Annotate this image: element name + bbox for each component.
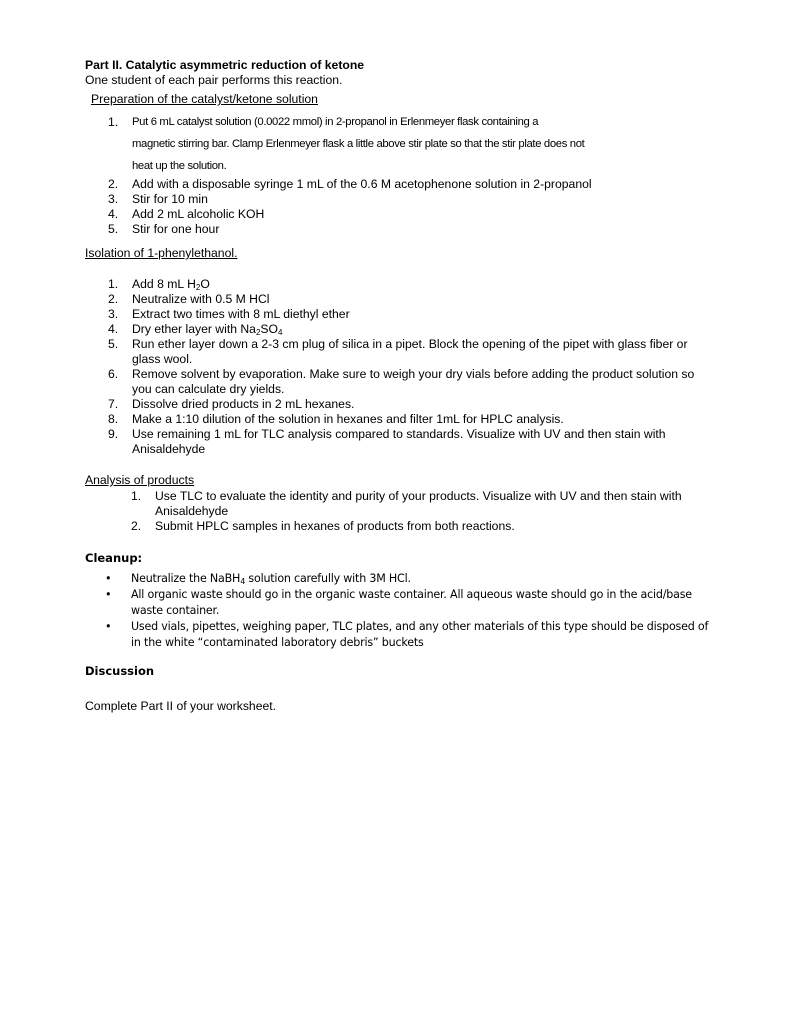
section-title: Part II. Catalytic asymmetric reduction of ketone: [85, 58, 365, 72]
cleanup-heading: Cleanup:: [85, 551, 143, 565]
list-item: 4. Add 2 mL alcoholic KOH: [108, 207, 265, 221]
list-item: 5. Stir for one hour: [108, 222, 220, 236]
discussion-heading: Discussion: [85, 664, 155, 678]
list-item: 4. Dry ether layer with $Na_2SO_4$: [108, 322, 283, 337]
isolation-list: [108, 277, 710, 457]
list-item: • Used vials, pipettes, weighing paper, TLC plates, and any other materials of this type should be disposed of in the white “contaminated laboratory debris” buckets: [105, 620, 709, 649]
list-item: 1. Add 8 mL $H_2O$: [108, 277, 210, 292]
list-item: • All organic waste should go in the organic waste container. All aqueous waste should go in the acid/base waste container.: [105, 588, 692, 617]
list-item: 8. Make a 1:10 dilution of the solution in hexanes and filter 1mL for HPLC analysis.: [108, 412, 564, 426]
list-item: • Neutralize the NaBH$_4$ solution carefully with 3M HCl.: [105, 572, 411, 586]
step-text-cont: magnetic stirring bar. Clamp Erlenmeyer flask a little above stir plate so that the stir plate does not: [132, 138, 585, 150]
list-item: 2. Add with a disposable syringe 1 mL of the 0.6 M acetophenone solution in 2-propanol: [108, 177, 592, 191]
list-item: 2. Neutralize with 0.5 M HCl: [108, 292, 270, 306]
discussion-text: Complete Part II of your worksheet.: [85, 699, 277, 713]
isolation-heading: Isolation of 1-phenylethanol.: [85, 246, 238, 260]
list-item: 7. Dissolve dried products in 2 mL hexanes.: [108, 397, 355, 411]
preparation-list: [108, 111, 710, 237]
document-page: [85, 58, 710, 714]
list-item: 9. Use remaining 1 mL for TLC analysis compared to standards. Visualize with UV and then stain with Anisaldehyde: [108, 427, 666, 456]
list-item: 6. Remove solvent by evaporation. Make sure to weigh your dry vials before adding the product solution so you can calculate dry yields.: [108, 367, 695, 396]
bullet-icon: •: [105, 620, 112, 633]
list-item: 1. Use TLC to evaluate the identity and purity of your products. Visualize with UV and then stain with Anisaldehyde: [131, 489, 682, 518]
preparation-heading: Preparation of the catalyst/ketone solution: [91, 92, 318, 106]
list-item: 1. Put 6 mL catalyst solution (0.0022 mmol) in 2-propanol in Erlenmeyer flask containing a magnetic stirring bar. Clamp Erlenmeyer flask a little above stir plate so that the stir plate does not heat up the solution.: [108, 115, 585, 172]
list-item: 3. Extract two times with 8 mL diethyl ether: [108, 307, 350, 321]
step-text-cont: heat up the solution.: [132, 160, 227, 172]
cleanup-list: [105, 571, 710, 651]
list-item: 3. Stir for 10 min: [108, 192, 208, 206]
intro-text: One student of each pair performs this reaction.: [85, 73, 343, 87]
bullet-icon: •: [105, 572, 112, 585]
analysis-list: [131, 489, 710, 534]
step-text: Put 6 mL catalyst solution (0.0022 mmol) in 2-propanol in Erlenmeyer flask containing a: [132, 116, 539, 128]
list-item: 2. Submit HPLC samples in hexanes of products from both reactions.: [131, 519, 515, 533]
list-item: 5. Run ether layer down a 2-3 cm plug of silica in a pipet. Block the opening of the pipet with glass fiber or glass wool.: [108, 337, 688, 366]
bullet-icon: •: [105, 588, 112, 601]
analysis-heading: Analysis of products: [85, 473, 195, 487]
